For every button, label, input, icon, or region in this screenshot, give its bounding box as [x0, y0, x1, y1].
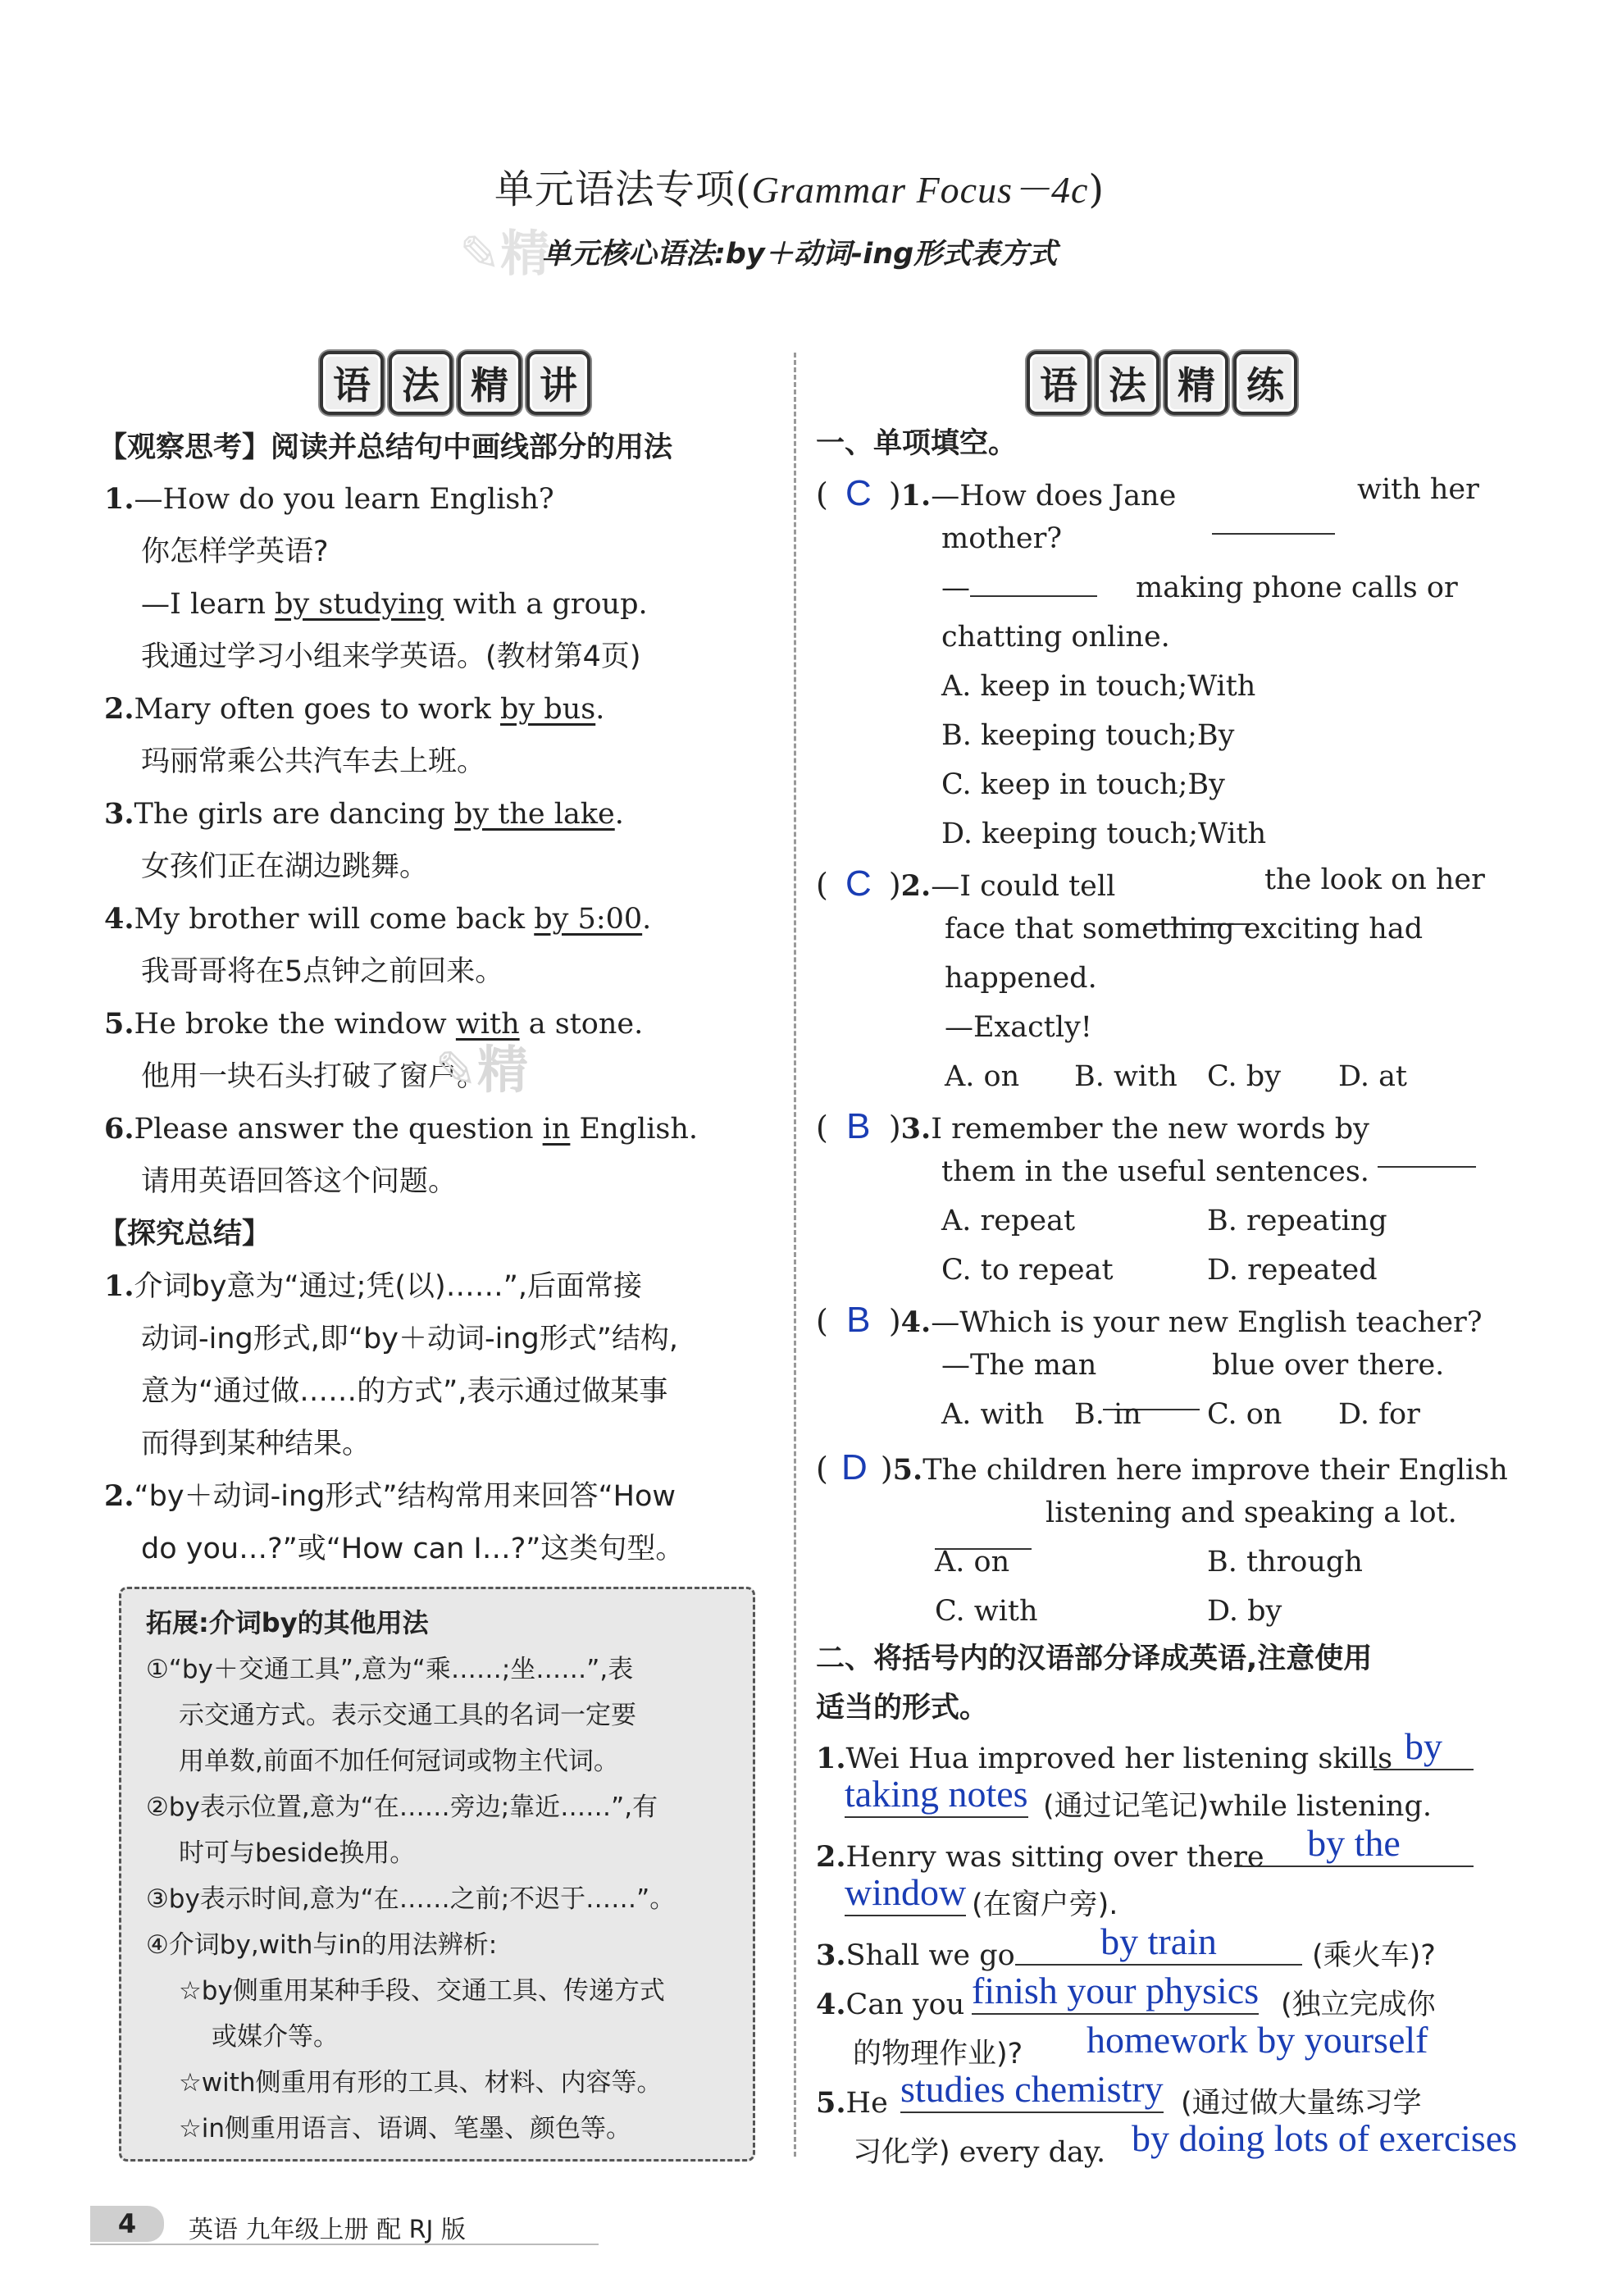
summary-1: 1.介词by意为“通过;凭(以)……”,后面常接 — [104, 1269, 642, 1303]
question-5-line2: listening and speaking a lot. — [1046, 1496, 1457, 1529]
translate-3: 3.Shall we go — [816, 1938, 1015, 1972]
blank-line — [1212, 508, 1335, 535]
column-divider — [794, 353, 796, 2157]
example-4-zh: 我哥哥将在5点钟之前回来。 — [141, 955, 504, 988]
answer-mark: C — [845, 863, 872, 904]
box-title: 拓展:介词by的其他用法 — [146, 1607, 429, 1638]
example-1-zh: 你怎样学英语? — [141, 535, 329, 568]
answer-text: window — [845, 1870, 966, 1916]
option-b: B. through — [1207, 1546, 1363, 1578]
badge-grammar-explain: 语 法 精 讲 — [320, 351, 590, 408]
answer-text: by — [1374, 1724, 1474, 1770]
badge-grammar-practice: 语 法 精 练 — [1027, 351, 1297, 408]
extension-box — [119, 1587, 755, 2162]
example-6: 6.Please answer the question in English. — [104, 1112, 699, 1146]
option-a: A. repeat — [941, 1205, 1076, 1237]
option-c: C. by — [1207, 1060, 1281, 1093]
translate-4-zh2: 的物理作业)? — [853, 2038, 1023, 2070]
question-1-line4: chatting online. — [941, 621, 1170, 654]
question-2: ( C )2.—I could tell — [816, 863, 1115, 906]
translate-1-tail: (通过记笔记)while listening. — [1043, 1790, 1432, 1823]
box-line: 时可与beside换用。 — [179, 1838, 416, 1868]
summary-1-line3: 意为“通过做……的方式”,表示通过做某事 — [141, 1375, 668, 1408]
question-2-tail: the look on her — [1264, 863, 1485, 896]
box-line: 或媒介等。 — [212, 2022, 339, 2052]
question-1-line3: — — [941, 571, 1097, 605]
box-line: ③by表示时间,意为“在……之前;不迟于……”。 — [146, 1884, 676, 1914]
summary-1-line4: 而得到某种结果。 — [141, 1428, 371, 1460]
example-1: 1.—How do you learn English? — [104, 482, 554, 516]
summary-1-line2: 动词-ing形式,即“by＋动词-ing形式”结构, — [141, 1323, 678, 1355]
watermark-logo-2: ✎精 — [435, 1040, 528, 1100]
option-b: B. in — [1074, 1398, 1141, 1431]
translate-5-zh: (通过做大量练习学 — [1181, 2087, 1422, 2120]
option-c: C. keep in touch;By — [941, 768, 1225, 801]
example-5: 5.He broke the window with a stone. — [104, 1007, 644, 1041]
answer-text: by doing lots of exercises — [1132, 2117, 1518, 2159]
example-5-zh: 他用一块石头打破了窗户。 — [141, 1060, 486, 1093]
box-line: ④介词by,with与in的用法辨析: — [146, 1930, 498, 1960]
part1-heading: 一、单项填空。 — [816, 427, 1018, 460]
option-a: A. on — [945, 1060, 1020, 1093]
option-a: A. on — [935, 1546, 1010, 1578]
question-3-line2: them in the useful sentences. — [941, 1155, 1369, 1188]
translate-1: 1.Wei Hua improved her listening skills — [816, 1742, 1393, 1775]
example-3: 3.The girls are dancing by the lake. — [104, 797, 624, 831]
box-line: ①“by＋交通工具”,意为“乘……;坐……”,表 — [146, 1655, 634, 1684]
answer-text: homework by yourself — [1086, 2019, 1428, 2061]
watermark-logo: ✎精 — [459, 226, 550, 283]
question-1: ( C )1.—How does Jane — [816, 472, 1176, 516]
option-b: B. repeating — [1207, 1205, 1387, 1237]
option-a: A. keep in touch;With — [941, 670, 1256, 703]
question-4-line2: —The man — [941, 1349, 1097, 1382]
question-2-line3: happened. — [945, 962, 1097, 995]
book-info: 英语 九年级上册 配 RJ 版 — [189, 2216, 466, 2244]
answer-mark: C — [845, 473, 872, 513]
question-4-line2b: blue over there. — [1212, 1349, 1445, 1382]
box-line: ☆in侧重用语言、语调、笔墨、颜色等。 — [179, 2114, 632, 2143]
question-1-line3b: making phone calls or — [1136, 572, 1458, 604]
box-line: 示交通方式。表示交通工具的名词一定要 — [179, 1701, 636, 1730]
page-number: 4 — [90, 2206, 164, 2242]
option-c: C. on — [1207, 1398, 1282, 1431]
summary-heading: 【探究总结】 — [98, 1218, 271, 1250]
question-3: ( B )3.I remember the new words by — [816, 1105, 1369, 1149]
example-4: 4.My brother will come back by 5:00. — [104, 902, 652, 936]
example-2: 2.Mary often goes to work by bus. — [104, 692, 605, 726]
option-c: C. to repeat — [941, 1254, 1114, 1287]
option-b: B. keeping touch;By — [941, 719, 1235, 752]
answer-text: taking notes — [845, 1771, 1028, 1818]
question-1-line2: mother? — [941, 522, 1063, 555]
translate-5: 5.He — [816, 2086, 888, 2120]
option-d: D. repeated — [1207, 1254, 1378, 1287]
option-c: C. with — [935, 1595, 1038, 1628]
example-2-zh: 玛丽常乘公共汽车去上班。 — [141, 745, 486, 778]
option-d: D. at — [1338, 1060, 1407, 1093]
observe-heading: 【观察思考】阅读并总结句中画线部分的用法 — [98, 431, 673, 464]
example-1-answer-zh: 我通过学习小组来学英语。(教材第4页) — [141, 640, 641, 673]
page-title: 单元语法专项(Grammar Focus－4c) — [494, 166, 1105, 212]
example-6-zh: 请用英语回答这个问题。 — [141, 1165, 458, 1198]
summary-2-line2: do you…?”或“How can I…?”这类句型。 — [141, 1533, 685, 1565]
example-1-answer: —I learn by studying with a group. — [141, 588, 648, 621]
translate-3-tail: (乘火车)? — [1312, 1939, 1436, 1972]
answer-text: finish your physics — [972, 1968, 1259, 2015]
option-d: D. keeping touch;With — [941, 818, 1267, 850]
answer-text: studies chemistry — [900, 2066, 1164, 2113]
page-subtitle: 单元核心语法:by＋动词-ing形式表方式 — [541, 238, 1058, 271]
translate-2: 2.Henry was sitting over there — [816, 1840, 1264, 1874]
answer-mark: B — [846, 1300, 871, 1340]
part2-heading-2: 适当的形式。 — [816, 1692, 989, 1724]
answer-mark: B — [846, 1106, 871, 1146]
answer-text: by the — [1234, 1820, 1474, 1867]
box-line: ☆with侧重用有形的工具、材料、内容等。 — [179, 2068, 663, 2098]
example-3-zh: 女孩们正在湖边跳舞。 — [141, 850, 429, 883]
part2-heading: 二、将括号内的汉语部分译成英语,注意使用 — [816, 1642, 1373, 1675]
question-2-line4: —Exactly! — [945, 1011, 1092, 1044]
blank-line — [1378, 1141, 1476, 1168]
translate-2-tail: (在窗户旁). — [972, 1888, 1118, 1921]
answer-mark: D — [840, 1447, 868, 1487]
translate-4: 4.Can you — [816, 1988, 965, 2021]
question-5: ( D )5.The children here improve their English — [816, 1446, 1508, 1490]
option-a: A. with — [941, 1398, 1045, 1431]
summary-2: 2.“by＋动词-ing形式”结构常用来回答“How — [104, 1479, 676, 1513]
box-line: ☆by侧重用某种手段、交通工具、传递方式 — [179, 1976, 665, 2006]
answer-text: by train — [1015, 1919, 1302, 1966]
question-1-tail: with her — [1357, 473, 1479, 506]
page-footer — [90, 2206, 599, 2245]
option-b: B. with — [1074, 1060, 1178, 1093]
question-2-line2: face that something exciting had — [945, 913, 1424, 945]
box-line: ②by表示位置,意为“在……旁边;靠近……”,有 — [146, 1793, 658, 1822]
option-d: D. by — [1207, 1595, 1282, 1628]
box-line: 用单数,前面不加任何冠词或物主代词。 — [179, 1747, 619, 1776]
question-4: ( B )4.—Which is your new English teacher? — [816, 1299, 1483, 1342]
translate-5-tail: 习化学) every day. — [853, 2136, 1106, 2169]
translate-4-zh: (独立完成你 — [1281, 1988, 1436, 2021]
option-d: D. for — [1338, 1398, 1420, 1431]
